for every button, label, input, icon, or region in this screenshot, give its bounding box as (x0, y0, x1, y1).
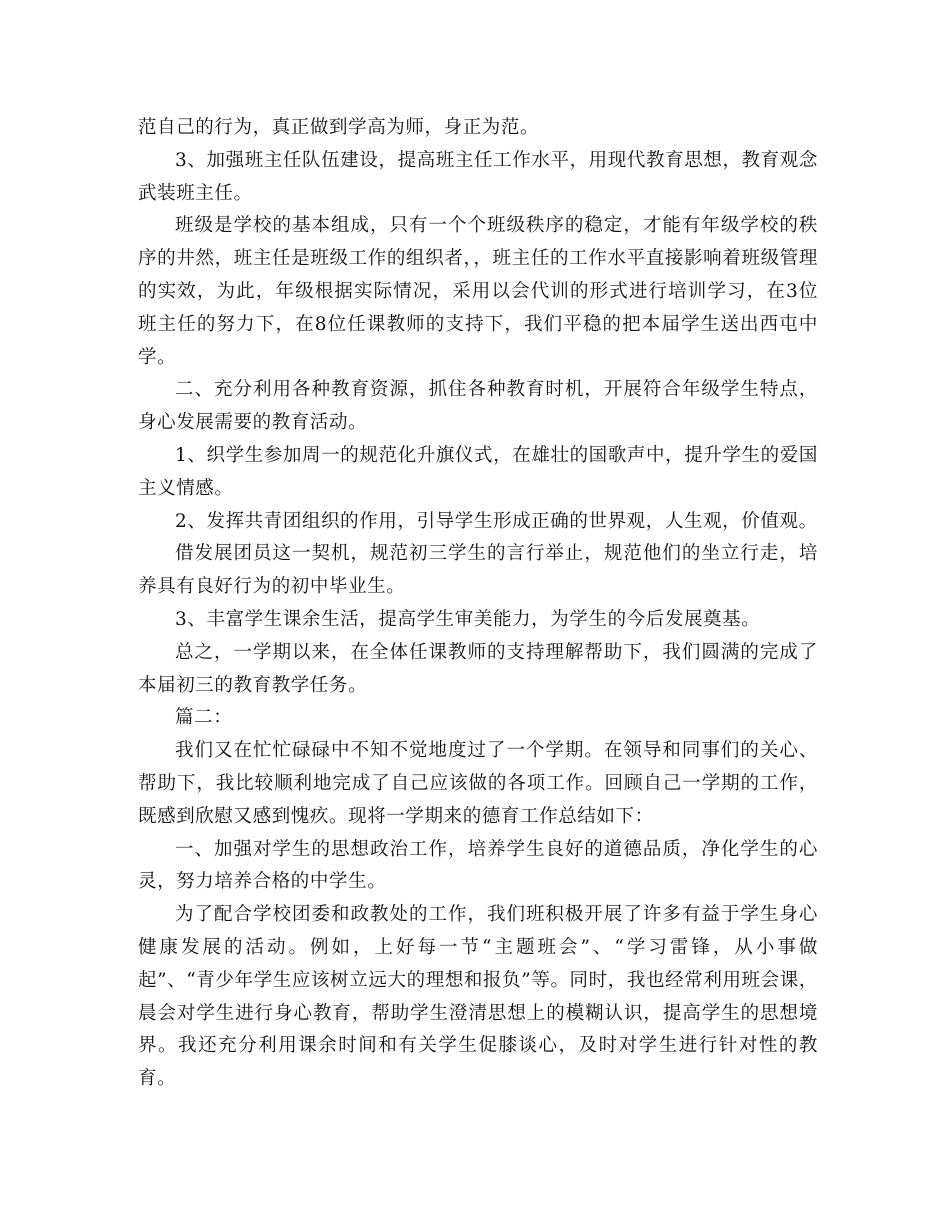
paragraph-1: 范自己的行为，真正做到学高为师，身正为范。 (138, 117, 540, 138)
paragraph-13: 为了配合学校团委和政教处的工作，我们班积极开展了许多有益于学生身心健康发展的活动。例如，上好每一节“主题班会”、“学习雷锋，从小事做起”、“青少年学生应该树立远大的理想和报负”等。同时，我也经常利用班会课，晨会对学生进行身心教育，帮助学生澄清思想上的模糊认识，提高学生的思想境界。我还充分利用课余时间和有关学生促膝谈心，及时对学生进行针对性的教育。 (138, 904, 818, 1090)
section-heading-part-two: 篇二： (175, 707, 233, 729)
paragraph-8: 3、丰富学生课余生活，提高学生审美能力，为学生的今后发展奠基。 (175, 608, 761, 630)
paragraph-4: 二、充分利用各种教育资源，抓住各种教育时机，开展符合年级学生特点，身心发展需要的教育活动。 (138, 379, 818, 434)
paragraph-12: 一、加强对学生的思想政治工作，培养学生良好的道德品质，净化学生的心灵，努力培养合格的中学生。 (138, 838, 818, 893)
paragraph-6: 2、发挥共青团组织的作用，引导学生形成正确的世界观，人生观，价值观。 (175, 510, 818, 532)
paragraph-11: 我们又在忙忙碌碌中不知不觉地度过了一个学期。在领导和同事们的关心、帮助下，我比较顺利地完成了自己应该做的各项工作。回顾自己一学期的工作，既感到欣慰又感到愧疚。现将一学期来的德育工作总结如下： (138, 740, 818, 827)
paragraph-3: 班级是学校的基本组成，只有一个个班级秩序的稳定，才能有年级学校的秩序的井然，班主任是班级工作的组织者，，班主任的工作水平直接影响着班级管理的实效，为此，年级根据实际情况，采用以会代训的形式进行培训学习，在3位班主任的努力下，在8位任课教师的支持下，我们平稳的把本届学生送出西屯中学。 (138, 215, 818, 368)
paragraph-9: 总之，一学期以来，在全体任课教师的支持理解帮助下，我们圆满的完成了本届初三的教育教学任务。 (138, 641, 818, 696)
paragraph-7: 借发展团员这一契机，规范初三学生的言行举止，规范他们的坐立行走，培养具有良好行为的初中毕业生。 (138, 543, 818, 598)
document-body (138, 112, 818, 1096)
paragraph-5: 1、织学生参加周一的规范化升旗仪式，在雄壮的国歌声中，提升学生的爱国主义情感。 (138, 444, 818, 499)
paragraph-2: 3、加强班主任队伍建设，提高班主任工作水平，用现代教育思想，教育观念武装班主任。 (138, 149, 818, 204)
